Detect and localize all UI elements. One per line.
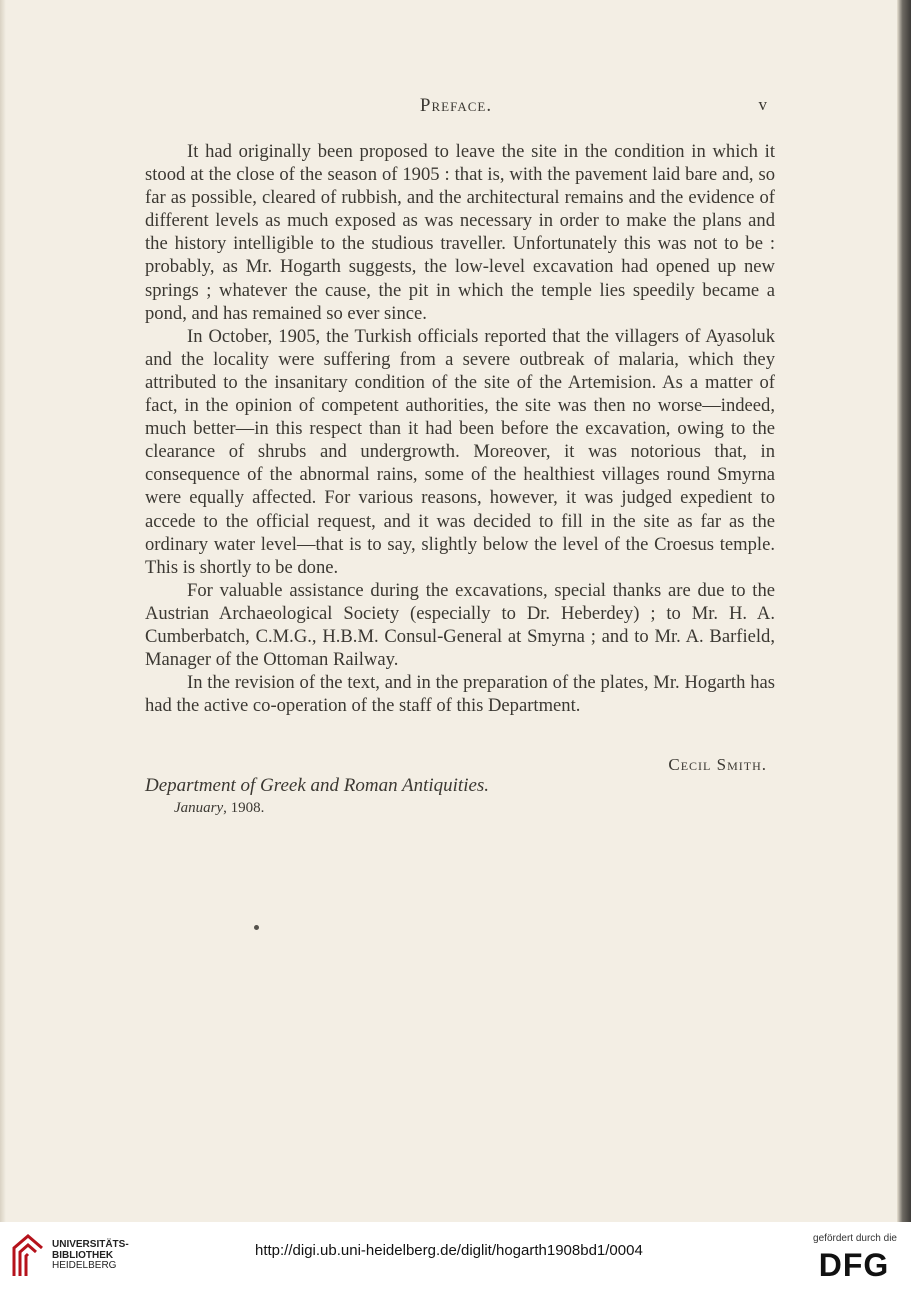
library-name-line: HEIDELBERG: [52, 1260, 117, 1271]
date-line: [174, 800, 264, 817]
book-spine-shadow: [897, 0, 911, 1222]
funding-note: gefördert durch die: [813, 1233, 897, 1244]
signature: Cecil Smith.: [668, 755, 767, 774]
paragraph: In the revision of the text, and in the preparation of the plates, Mr. Hogarth has had the active co-operation of the staff of this Department.: [145, 672, 775, 717]
library-name-line: BIBLIOTHEK: [52, 1249, 114, 1261]
date-month: January: [174, 800, 224, 816]
page-left-edge: [0, 0, 6, 1222]
paragraph: It had originally been proposed to leave the site in the condition in which it stood at the close of the season of 1905 : that is, with the pavement laid bare and, so far as possible, cleared of rubbish, and the architectural remains and the evidence of different levels as much exposed as was necessary in order to make the plans and the history intelligible to the studious traveller. Unfortunately this was not to be : probably, as Mr. Hogarth suggests, the low-level excavation had opened up new springs ; whatever the cause, the pit in which the temple lies speedily became a pond, and has remained so ever since.: [145, 141, 775, 324]
paragraph: For valuable assistance during the excavations, special thanks are due to the Austrian Archaeological Society (especially to Dr. Heberdey) ; to Mr. H. A. Cumberbatch, C.M.G., H.B.M. Consul-General at Smyrna ; and to Mr. A. Barfield, Manager of the Ottoman Railway.: [145, 579, 775, 671]
ink-speck: [254, 925, 259, 930]
library-name-line: UNIVERSITÄTS-: [52, 1239, 129, 1250]
page-number: v: [758, 95, 767, 114]
header-title: Preface.: [419, 95, 493, 116]
dfg-logo-text: DFG: [818, 1248, 890, 1280]
permalink-url[interactable]: http://digi.ub.uni-heidelberg.de/diglit/hogarth1908bd1/0004: [255, 1242, 643, 1259]
library-name: [52, 1240, 129, 1272]
running-header: [145, 95, 767, 121]
date-year: , 1908.: [223, 800, 265, 816]
preface-body: [145, 140, 775, 717]
university-library-logo-icon[interactable]: [10, 1232, 46, 1278]
dfg-logo-icon[interactable]: [811, 1248, 897, 1280]
department-line: Department of Greek and Roman Antiquities.: [145, 775, 490, 796]
paragraph: In October, 1905, the Turkish officials reported that the villagers of Ayasoluk and the locality were suffering from a severe outbreak of malaria, which they attributed to the insanitary condition of the site of the Artemision. As a matter of fact, in the opinion of competent authorities, the site was then no worse—indeed, much better—in this respect than it had been before the excavation, owing to the clearance of shrubs and undergrowth. Moreover, it was notorious that, in consequence of the abnormal rains, some of the healthiest villages round Smyrna were equally affected. For various reasons, however, it was judged expedient to accede to the official request, and it was decided to fill in the site as far as the ordinary water level—that is to say, slightly below the level of the Croesus temple. This is shortly to be done.: [145, 325, 775, 578]
